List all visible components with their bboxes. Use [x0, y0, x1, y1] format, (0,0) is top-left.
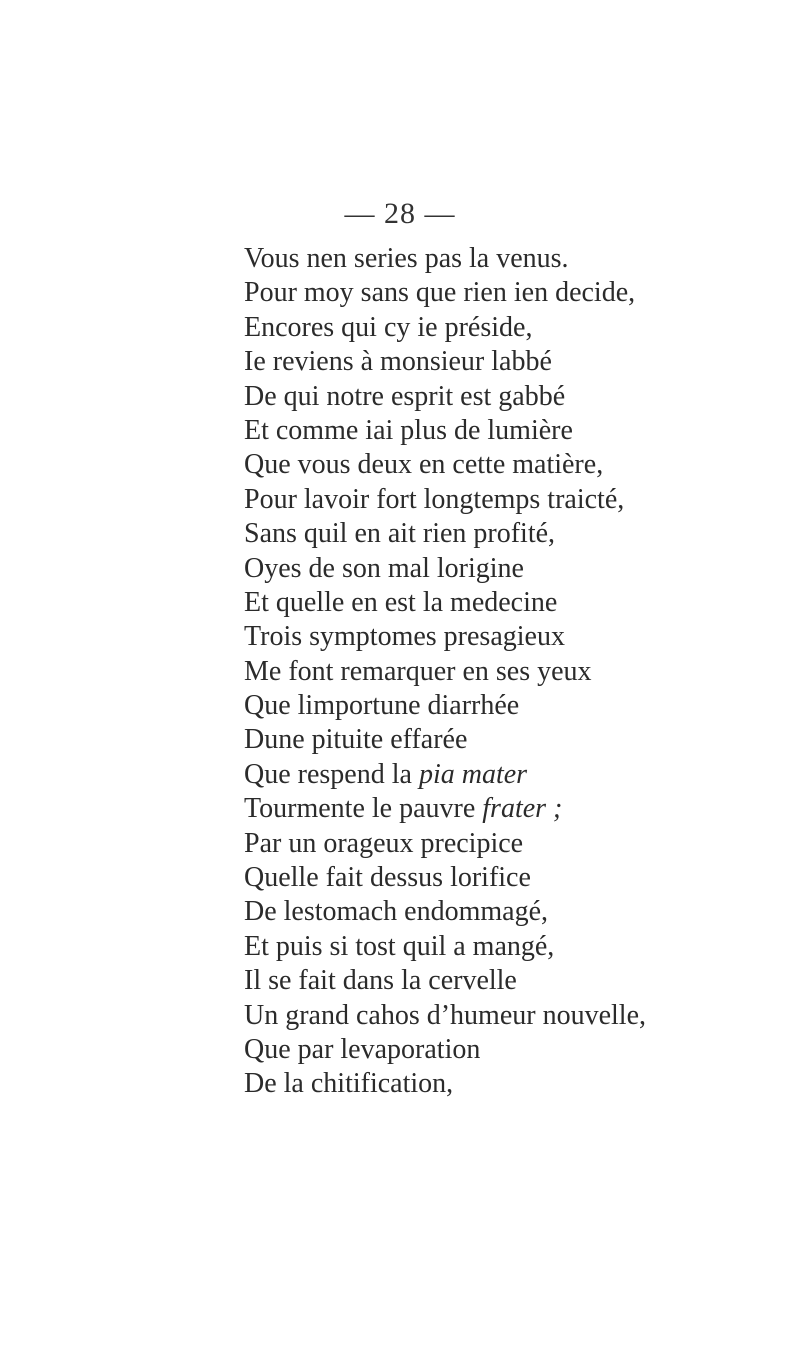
verse-line: De qui notre esprit est gabbé [244, 380, 566, 412]
poem-verse [244, 242, 784, 1102]
verse-line: Trois symptomes presagieux [244, 621, 565, 653]
verse-line: Et puis si tost quil a mangé, [244, 930, 555, 962]
verse-line: Que par levaporation [244, 1033, 481, 1065]
verse-line: Tourmente le pauvre frater ; [244, 793, 563, 825]
verse-line: Dune pituite effarée [244, 724, 468, 756]
italic-frater: frater ; [482, 793, 563, 825]
verse-line: Et quelle en est la medecine [244, 586, 558, 618]
verse-line: Quelle fait dessus lorifice [244, 862, 531, 894]
verse-line: Me font remarquer en ses yeux [244, 655, 592, 687]
verse-line: Encores qui cy ie préside, [244, 311, 533, 343]
verse-line: Que limportune diarrhée [244, 690, 520, 722]
verse-line: De la chitification, [244, 1068, 454, 1100]
page-number: — 28 — [344, 197, 456, 230]
verse-line: Ie reviens à monsieur labbé [244, 346, 552, 378]
verse-line: Par un orageux precipice [244, 827, 524, 859]
verse-line: Vous nen series pas la venus. [244, 243, 569, 274]
verse-line: Pour moy sans que rien ien decide, [244, 277, 636, 309]
verse-line: Il se fait dans la cervelle [244, 965, 517, 997]
verse-line: Que respend la pia mater [244, 758, 528, 790]
verse-line: De lestomach endommagé, [244, 896, 549, 928]
verse-line: Et comme iai plus de lumière [244, 414, 573, 446]
verse-line: Un grand cahos d’humeur nouvelle, [244, 999, 646, 1031]
verse-line: Sans quil en ait rien profité, [244, 518, 556, 550]
verse-line: Que vous deux en cette matière, [244, 449, 604, 481]
italic-pia-mater: pia mater [418, 758, 528, 790]
verse-line: Oyes de son mal lorigine [244, 552, 524, 584]
verse-line: Pour lavoir fort longtemps traicté, [244, 483, 625, 515]
